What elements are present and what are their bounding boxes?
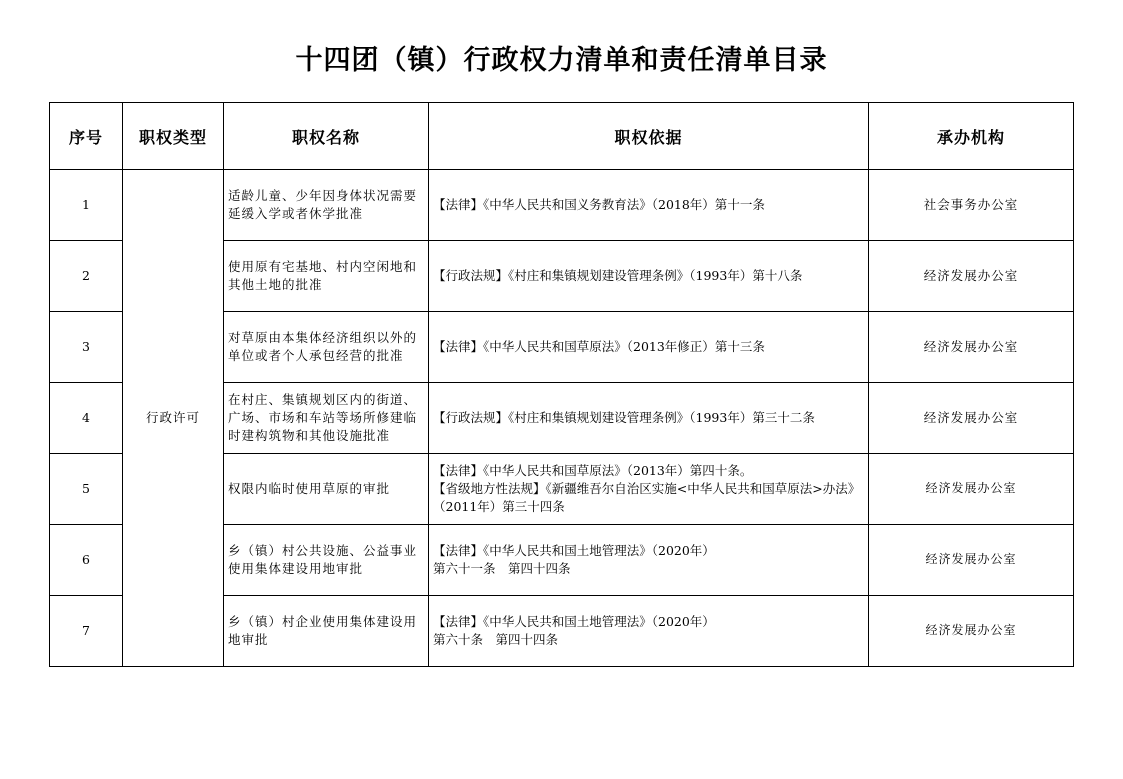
power-type-cell: 行政许可 <box>123 170 224 667</box>
basis-line: 第六十一条 第四十四条 <box>433 561 571 576</box>
row-organization: 经济发展办公室 <box>869 454 1074 525</box>
row-power-basis <box>429 170 869 241</box>
table-row <box>50 170 1074 241</box>
row-organization: 经济发展办公室 <box>869 312 1074 383</box>
header-power-name: 职权名称 <box>224 103 429 170</box>
row-power-name: 乡（镇）村公共设施、公益事业使用集体建设用地审批 <box>224 525 429 596</box>
basis-line: 【法律】《中华人民共和国土地管理法》（2020年） <box>433 542 715 558</box>
row-index: 7 <box>50 596 123 667</box>
row-power-basis <box>429 241 869 312</box>
row-power-name: 使用原有宅基地、村内空闲地和其他土地的批准 <box>224 241 429 312</box>
row-power-name: 权限内临时使用草原的审批 <box>224 454 429 525</box>
row-index: 1 <box>50 170 123 241</box>
row-power-name: 适龄儿童、少年因身体状况需要延缓入学或者休学批准 <box>224 170 429 241</box>
row-index: 2 <box>50 241 123 312</box>
row-index: 6 <box>50 525 123 596</box>
row-index: 5 <box>50 454 123 525</box>
row-power-basis <box>429 383 869 454</box>
basis-line: 【法律】《中华人民共和国土地管理法》（2020年） <box>433 613 715 629</box>
basis-line: 【行政法规】《村庄和集镇规划建设管理条例》（1993年）第三十二条 <box>433 409 815 425</box>
document-title: 十四团（镇）行政权力清单和责任清单目录 <box>295 45 828 76</box>
row-organization: 经济发展办公室 <box>869 596 1074 667</box>
row-organization: 经济发展办公室 <box>869 241 1074 312</box>
row-power-name: 在村庄、集镇规划区内的街道、广场、市场和车站等场所修建临时建构筑物和其他设施批准 <box>224 383 429 454</box>
header-power-type: 职权类型 <box>123 103 224 170</box>
row-organization: 经济发展办公室 <box>869 383 1074 454</box>
row-organization: 社会事务办公室 <box>869 170 1074 241</box>
power-list-table <box>49 102 1074 667</box>
header-index: 序号 <box>50 103 123 170</box>
basis-line: 第六十条 第四十四条 <box>433 632 559 647</box>
row-power-basis <box>429 454 869 525</box>
row-power-name: 乡（镇）村企业使用集体建设用地审批 <box>224 596 429 667</box>
row-organization: 经济发展办公室 <box>869 525 1074 596</box>
basis-line: 【行政法规】《村庄和集镇规划建设管理条例》（1993年）第十八条 <box>433 267 803 283</box>
row-index: 4 <box>50 383 123 454</box>
basis-line: 【省级地方性法规】《新疆维吾尔自治区实施<中华人民共和国草原法>办法》（2011年）第三十四条 <box>433 480 861 515</box>
basis-line: 【法律】《中华人民共和国义务教育法》（2018年）第十一条 <box>433 196 765 212</box>
basis-line: 【法律】《中华人民共和国草原法》（2013年修正）第十三条 <box>433 338 765 354</box>
row-index: 3 <box>50 312 123 383</box>
row-power-basis <box>429 525 869 596</box>
header-organization: 承办机构 <box>869 103 1074 170</box>
header-power-basis: 职权依据 <box>429 103 869 170</box>
basis-line: 【法律】《中华人民共和国草原法》（2013年）第四十条。 <box>433 462 753 478</box>
row-power-basis <box>429 596 869 667</box>
row-power-basis <box>429 312 869 383</box>
table-header-row <box>50 103 1074 170</box>
row-power-name: 对草原由本集体经济组织以外的单位或者个人承包经营的批准 <box>224 312 429 383</box>
